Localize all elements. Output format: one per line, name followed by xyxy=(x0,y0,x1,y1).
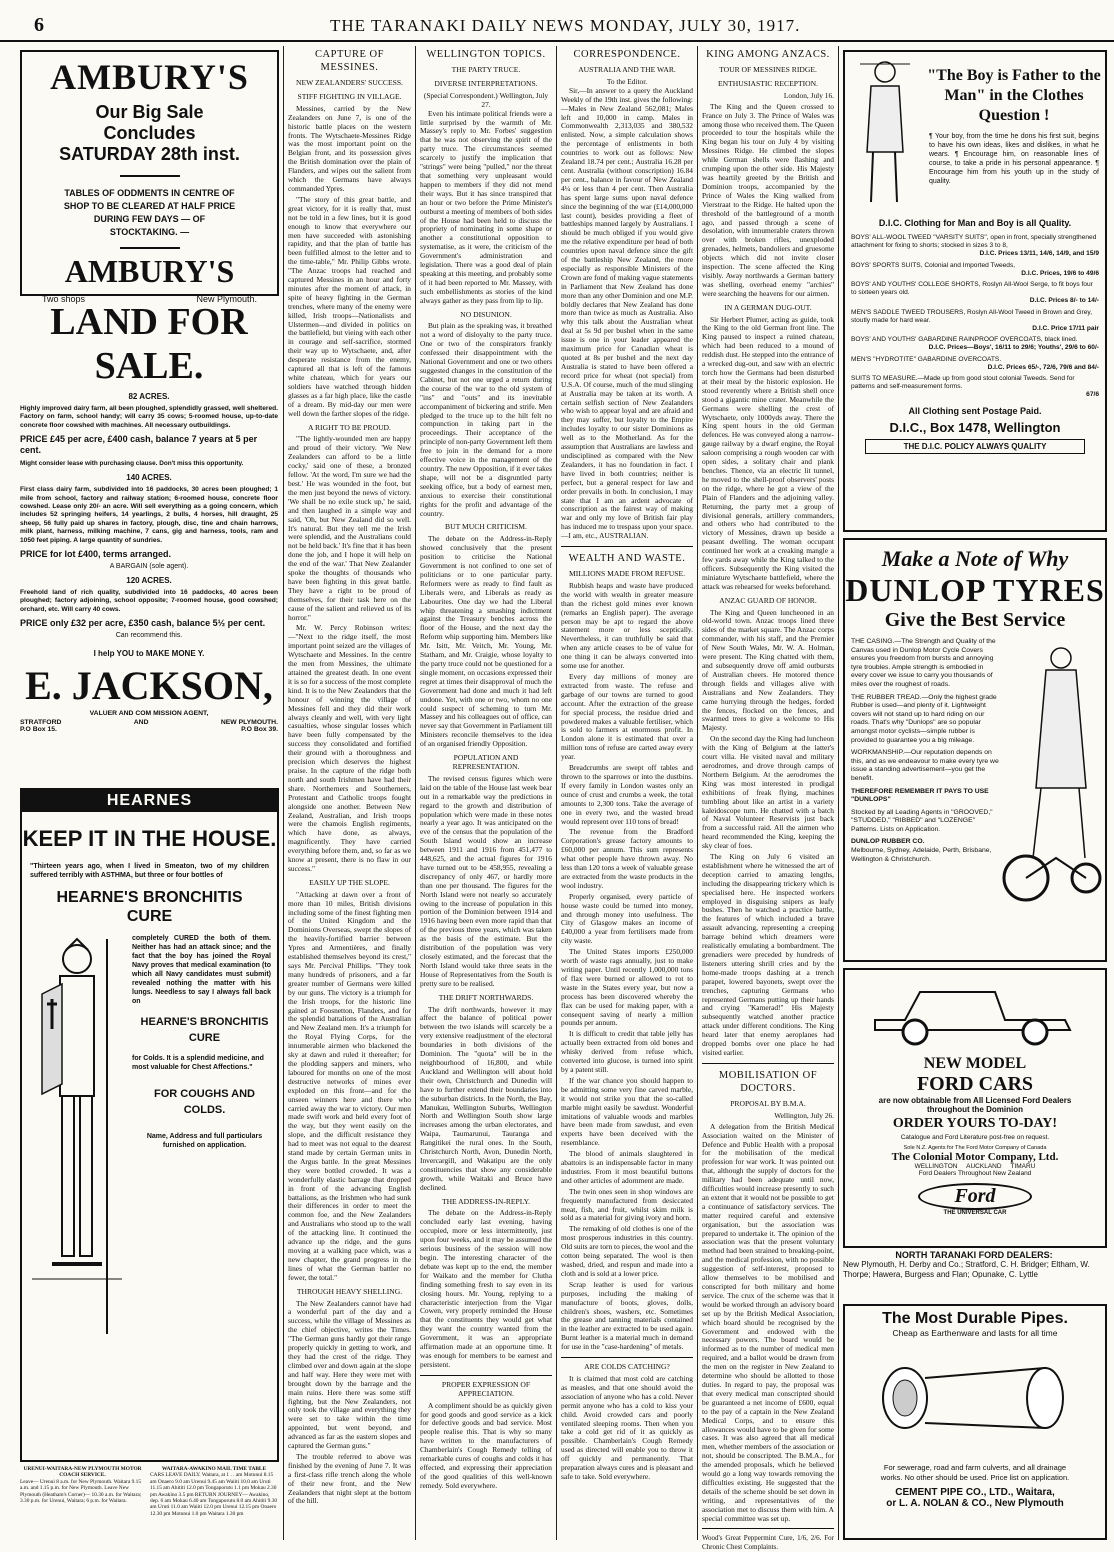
article-paragraph: Messines, carried by the New Zealanders on June 7, is one of the historic battle places on the western fronts. The Wytschaete-Messines Ridge was the most important point on the Belgian front, and its possession gives the British domination over the plain of Flanders, and wipes out the salient from which the Germans have always commanded Ypres. xyxy=(288,103,411,193)
article-paragraph: The debate on the Address-in-Reply showed conclusively that the present position to criticise the National Government is not confined to one set of politicians or to one particular party. Reformers were as ready to find fault as Liberals were, and Liberals as ready as Labourites. One day we had the Liberal whip threatening a smashing indictment against the Treasury benches across the floor of the House, and the next day the Reform whip supporting him. Members like Mr. Isitt, Mr. Veitch, Mr. Young, Mr. Statham, and Mr. Craigie, whose loyalty to the party truce could not be questioned for a single moment, on occasions expressed their regret at times their disapproval of much the Government had done and much it had left undone. Yet, with one or two, whom no one could suspect of scheming to turn Mr. Massey and his colleagues out of office, can never say that Government in Parliament till Ministers reconcile themselves to the idea of an organised friendly Opposition. xyxy=(420,534,552,749)
hearnes-quote: "Thirteen years ago, when I lived in Smeaton, two of my children suffered terribly with ASTHMA, but three or four bottles of xyxy=(30,863,269,879)
section-heading: MOBILISATION OF DOCTORS. xyxy=(718,1069,818,1094)
dic-clothing: All Clothing sent Postage Paid. xyxy=(908,405,1042,416)
section-heading: WEALTH AND WASTE. xyxy=(568,553,686,565)
dic-item-desc: MEN'S "HYDROTITE" GABARDINE OVERCOATS. xyxy=(851,355,1002,363)
divider xyxy=(561,546,693,547)
agent-desc: VALUER AND COM MISSION AGENT, xyxy=(89,710,209,718)
hearnes-for: for Colds. It is a splendid medicine, and most valuable for Chest Affections." xyxy=(132,1055,264,1071)
section-heading: WELLINGTON TOPICS. xyxy=(426,49,546,60)
dic-ad xyxy=(843,50,1107,532)
article-paragraph: Every day millions of money are extracted from waste. The refuse and garbage of our towns are turned to good account. After the extraction of the grease for special process, the residue dried and powdered makes a valuable fertiliser, which is sold to farmers at enormous profit. In London alone it is estimated that over a million tons of refuse are carted away every year. xyxy=(561,672,693,762)
article-paragraph: A compliment should be as quickly given for good goods and good service as a kick for defective goods and bad service. Most people realise this. That is why so many have written to the manufacturers of Chamberlain's Cough Remedy telling of remarkable cures of coughs and colds it has effected, and expressing their appreciation of the good qualities of this well-known remedy. Sold everywhere. xyxy=(420,1400,552,1490)
masthead xyxy=(0,0,1114,42)
dic-item-price: D.I.C. Prices—Boys', 16/11 to 29/6; Youths', 29/6 to 60/- xyxy=(928,344,1099,352)
article-paragraph: Breadcrumbs are swept off tables and thrown to the sparrows or into the dustbins. If every family in London wastes only an ounce of crust and crumbs a week, the total amounts to 2,300 tons. Take the average of one in every two, and the wasted bread would represent over 110 tons of bread! xyxy=(561,763,693,826)
land-price: PRICE for lot £400, terms arranged. xyxy=(20,549,172,560)
subheading: IN A GERMAN DUG-OUT. xyxy=(724,302,812,312)
ford-ad xyxy=(843,968,1107,1248)
cement-pipes-ad xyxy=(843,1304,1107,1540)
hearnes-body: completely CURED the both of them. Neither has had an attack since; and the fact that the boy has joined the Royal Navy proves that medical examination (to which all Navy candidates must submit) revealed nothing the matter with his lungs. Needless to say I always fall back on xyxy=(132,935,271,1005)
article-paragraph: Sir Herbert Plumer, acting as guide, took the King to the old German front line. The King paused to inspect a ruined chateau, which had been reduced to a mound of reddish dust. He stepped into the entrance of a wrecked dug-out, and saw with an electric torch how the Germans had been disturbed at their meal by the historic explosion. He stood reverently where a British shell once stood a gigantic mine crater. Meanwhile the Germans were shelling the crest of Wytschaete, only 1000yds away. There the King spent hours in the old German defences. He was conveyed along a narrow-gauge railway by a dwarf engine, the Royal saloon comprising a rough wooden car with open sides, a solitary chair and plank benches. Thence, via an electric lit tunnel, he moved to the shell-proof observers' posts on the ridge, where he got a view of the Plain of Flanders and the adjoining valley. Returning, the party met a group of divisional generals, artillery commanders, and others who had contributed to the victory of Messines, drawn up beside a peasant dwelling. The woman occupant continued her work at a creaking mangle a few yards away while the King talked to the officers. Subsequently the King visited the miniature Wytschaete battlefield, where the attack was rehearsed for weeks beforehand. xyxy=(702,314,834,591)
article-paragraph: The revenue from the Bradford Corporation's grease factory amounts to £60,000 per annum. This sum represents what other people have thrown away. No less than 120 tons a week of valuable grease are extracted from the waste products in the wool industry. xyxy=(561,827,693,890)
ford-cities: WELLINGTON AUCKLAND TIMARU xyxy=(914,1163,1036,1170)
ford-company: The Colonial Motor Company, Ltd. xyxy=(891,1151,1059,1163)
dic-policy: THE D.I.C. POLICY ALWAYS QUALITY xyxy=(865,439,1085,454)
dic-item xyxy=(851,356,1099,372)
ford-order: ORDER YOURS TO-DAY! xyxy=(892,1116,1058,1131)
article-paragraph: It is difficult to credit that table jelly has actually been extracted from old bones and whisky derived from refuse which, converted into glucose, is turned into spirit by a patent still. xyxy=(561,1029,693,1074)
dunlop-casing: THE CASING.—The Strength and Quality of the Canvas used in Dunlop Motor Cycle Covers ensures you freedom from bursts and annoying tyre troubles. Ample strength is embodied in every cover we issue to carry you thousands of miles over the roughest of roads. xyxy=(851,638,996,688)
dic-item xyxy=(851,336,1099,352)
motorcyclist-illustration xyxy=(1001,638,1101,918)
byline: Wellington, July 26. xyxy=(774,1110,834,1120)
dic-item xyxy=(851,375,1099,400)
dic-item-desc: BOYS' ALL-WOOL TWEED "VARSITY SUITS", open in front, specially strengthened attachment for fixing to shorts; stocked in sizes 3 to 8, xyxy=(851,234,1097,250)
amburys-ad xyxy=(20,50,279,304)
column-king-among-anzacs xyxy=(702,46,834,1552)
amburys-logo: AMBURY'S xyxy=(64,253,235,289)
dic-item-desc: BOYS' AND YOUTHS' COLLEGE SHORTS, Roslyn All-Wool Serge, to fit boys four to sixteen years old. xyxy=(851,281,1093,297)
dic-item xyxy=(851,281,1099,306)
article-paragraph: The King and Queen luncheoned in an old-world town. Anzac troops lined three sides of the market square. The Anzac corps commander, with his staff, and the Premier of New South Wales, Mr. W. A. Holman, were present. The King chatted with them, and subsequently drove off amid outbursts of Australian cheers. He motored thence through fields and villages alive with Australians and New Zealanders. They came hurrying through the hedges, forded the fences, flocked on the fences, and swarmed trees to give a welcome to His Majesty. xyxy=(702,607,834,733)
subheading: THE DRIFT NORTHWARDS. xyxy=(438,992,534,1002)
ford-line1: NEW MODEL xyxy=(923,1055,1027,1072)
dic-item xyxy=(851,234,1099,259)
subheading: THE PARTY TRUCE. xyxy=(451,65,521,74)
hearnes-product2: HEARNE'S BRONCHITIS CURE xyxy=(140,1016,269,1044)
column-wellington-topics xyxy=(420,46,552,1540)
article-paragraph: The debate on the Address-in-Reply concluded early last evening, having occupied, more or less intermittently, just upon four weeks, and it may be assumed the serious business of the session will now begin. The interesting character of the debate was kept up to the end, the member for Waikato and the member for Clutha finding something fresh to say even in its closing hours. Mr. Young, replying to a characteristic interjection from the Vigar Cowen, very properly reminded the House that the constituents they would get what they want the country wanted from the Government, it was an appropriate affirmation made at an opportune time. It was enough for members to be earnest and persistent. xyxy=(420,1208,552,1369)
subheading: ARE COLDS CATCHING? xyxy=(584,1362,670,1372)
ford-line2: FORD CARS xyxy=(916,1073,1034,1095)
ford-logo: Ford xyxy=(918,1183,1032,1210)
pipes-company2: or L. A. NOLAN & CO., New Plymouth xyxy=(886,1498,1064,1509)
pipes-sub: Cheap as Earthenware and lasts for all time xyxy=(892,1328,1058,1338)
dunlop-line2: Give the Best Service xyxy=(884,609,1066,631)
dunlop-ad xyxy=(843,538,1107,962)
article-paragraph: Properly organised, every particle of house waste could be turned into money, and through money into usefulness. The City of Glasgow makes an income of £40,000 a year from fertilisers made from city waste. xyxy=(561,891,693,946)
amburys-logo: AMBURY'S xyxy=(50,57,249,97)
boy-illustration xyxy=(845,52,923,212)
timetable-title: URENUI-WAITARA-NEW PLYMOUTH MOTOR COACH SERVICE. xyxy=(23,1466,142,1479)
dic-item-price: D.I.C. Price 17/11 pair xyxy=(1032,325,1099,333)
dunlop-line1: Make a Note of Why xyxy=(881,546,1069,571)
subheading: THROUGH HEAVY SHELLING. xyxy=(296,1286,403,1296)
ford-car-illustration xyxy=(845,970,1101,1050)
subheading: NO DISUNION. xyxy=(460,309,512,319)
column-capture-of-messines xyxy=(288,46,411,1540)
pipes-company1: CEMENT PIPE CO., LTD., Waitara, xyxy=(895,1487,1055,1498)
section-heading: CORRESPONDENCE. xyxy=(573,49,681,60)
article-paragraph: "Attacking at dawn over a front of more than 10 miles, British divisions including some of the finest fighting men of the United Kingdom and the Dominions Overseas, swept the slopes of the heavily-fortified barrier between Ypres and Armentières, and finally established themselves beyond its crest," says Mr. Percival Phillips. "They took many hundreds of prisoners, and a far greater number of Germans were killed by our guns. The victory is a triumph for the Irish troops, for the historic line gained at Foosnetton, Flanders, and for the splendid battalions of the Australian and New Zealand men. It's a triumph for the Royal Flying Corps, for the innumerable airmen who blackened the sky at dawn and ruled it thereafter; for the plodding sappers and miners, who laboured for months on one of the most destructive networks of mines ever exploded on this front—and for the unseen winners here and there who carried away the war to victory. Our men made swift work and held every foot of the way, but they went easily on the slope, and the difficult resistance they had to meet was not equal to the dearest stand made by certain German units in the Argus battle. In the great Messines they were bottled crowded. It was a wonderfully elastic barrage that dropped in front of the advancing English battalions, as the Irishmen who had sunk their differences in order to meet the common foe, and the New Zealanders and Australians who stood up to the wall of the attacking line. It continued the advance up the ridge, and the guns moving at a walking pace which, was a new chapter, the grand progress in the lines of what the German battler no fewer, the total." xyxy=(288,889,411,1282)
dic-item-price: D.I.C. Prices 8/- to 14/- xyxy=(1029,297,1099,305)
acres-heading: 120 ACRES. xyxy=(126,576,172,586)
dic-item xyxy=(851,262,1099,278)
dunlop-cities: Melbourne, Sydney, Adelaide, Perth, Brisbane, Wellington & Christchurch. xyxy=(851,847,992,863)
town-label: New Plymouth. xyxy=(196,294,257,304)
dealers-title: NORTH TARANAKI FORD DEALERS: xyxy=(895,1250,1053,1260)
ad-tables-text: TABLES OF ODDMENTS IN CENTRE OF SHOP TO BE CLEARED AT HALF PRICE DURING FEW DAYS — OF STOCKTAKING. — xyxy=(63,188,236,237)
subheading: STIFF FIGHTING IN VILLAGE. xyxy=(297,91,402,101)
article-paragraph: Sir,—In answer to a query the Auckland Weekly of the 19th inst. gives the following:—Males in New Zealand 562,081; Males left and 10,000 in camp. Males in Commonwealth 2,313,035 and 380,532 enlisted. Now, a simple calculation shows the percentage of enlistments in both countries to work out as follows: New Zealand 18.74 per cent.; Australia 16.28 per cent. Australia (without conscription) 16.84 per cent., balance in favour of New Zealand 4¼ or less than 4 per cent. Then Australia has spent large sums upon naval defence since the beginning of the war (£14,000,000 last count), besides providing a fleet of battleships manned largely by Australians. I should be much obliged if you would give me the relative expenditure per head of both countries upon naval defence since the gift of the battleship New Zealand, the more especially as responsible Ministers of the Crown are fond of making vague statements in Parliament that New Zealand has done more than any other Dominion and one M.P. boldly declares that New Zealand has done more than twice as much as Australia. Also why this talk about the Australian wheat deal at 5s 9d per bushel when in the same issue is one in your leader appeared the maximum price for Canadian wheat is quoted at 8s per bushel and the next day Australia is stated to have been offered a record price for wheat (not special) from U.S.A. Of course, much of the mud slinging at Australia may be taken at its worth. A certain selfish section of New Zealanders who wish to appear loyal and are afraid and they may suffer, but loyalty to the Empire includes loyalty to our sister Dominions as well as to the Motherland. As for the assumption that Australians are lawless and undisciplined as compared with the New Zealanders, it has no foundation in fact. I have lived in both countries; neither is perfect, but a general respect for law and order prevails in both. In conclusion, I may state that I am an ardent advocate of conscription as the fairest way of making war and only my love of British fair play has induced me to trespass upon your space.—I am, etc., AUSTRALIAN. xyxy=(561,85,693,541)
byline: London, July 16. xyxy=(783,90,834,100)
article-paragraph: The trouble referred to above was finished by the evening of June 7. It was a first-class rifle trench along the whole of their new front, and the New Zealanders that night slept at the bottom of the hill. xyxy=(288,1451,411,1506)
divider xyxy=(702,1063,834,1064)
article-paragraph: Rubbish heaps and waste have produced the world with wealth in greater measure than the richest gold mines ever known (remarks an English paper). The average person may be apt to regard the above statement more or less sceptically. Nevertheless, it can truthfully be said that when any article ceases to be of value for one thing it can be always converted into some use for another. xyxy=(561,580,693,671)
column-rule xyxy=(283,46,284,1540)
town-stratford: STRATFORD xyxy=(20,719,62,727)
dunlop-workmanship: WORKMANSHIP.—Our reputation depends on this, and as we endeavour to make every tyre we issue a standing advertisement—you get the benefit. xyxy=(851,749,999,782)
town-newplymouth: NEW PLYMOUTH. xyxy=(220,719,278,727)
page-number: 6 xyxy=(34,14,44,36)
dic-item-list xyxy=(845,234,1105,400)
article-paragraph: "The story of this great battle, and great victory, for it is really that, must not be told in a few lines, but it is good enough to know that everywhere our men have succeeded with astonishing rapidity, and that the plan of battle has been fulfilled almost to the letter and to the time-table," Mr. Philip Gibbs wrote. "The Anzac troops had reached and captured Messines in an hour and forty minutes after the moment of attack, in spite of heavy fighting in the German trenches, where many of the enemy were killed, Irish troops—Nationalists and Ulstermen—and divided in politics on the battlefield, but vieing with each other in courage and self-sacrifice, stormed their way up to Wytschaete, and, after desperate resistance from the enemy, captured all that is left of the famous white chateau, which for years our soldiers have watched through hidden glasses as a far high place, like the castle of a dream. By mid-day our men were well down the farther slopes of the ridge. xyxy=(288,194,411,418)
ford-universal: THE UNIVERSAL CAR xyxy=(943,1210,1007,1216)
dic-item-desc: BOYS' AND YOUTHS' GABARDINE RAINPROOF OVERCOATS, black lined. xyxy=(851,336,1078,344)
town-and: AND xyxy=(133,719,149,727)
knight-illustration xyxy=(22,934,132,1374)
article-paragraph: It is claimed that most cold are catching as measles, and that one should avoid the association of anyone who has a cold. Never permit anyone who has a cold to kiss your child. Avoid crowded cars and poorly ventilated sleeping rooms. Then when you take a cold get rid of it as quickly as possible. Chamberlain's Cough Remedy used as directed will enable you to throw it off quickly and permanently. That preparation always cures and is pleasant and safe to take. Sold everywhere. xyxy=(561,1373,693,1481)
subheading: POPULATION AND REPRESENTATION. xyxy=(452,753,520,771)
subheading: A RIGHT TO BE PROUD. xyxy=(308,422,391,432)
subheading: TOUR OF MESSINES RIDGE. xyxy=(719,65,817,74)
ad-line: Our Big Sale xyxy=(95,102,204,122)
subheading: ANZAC GUARD OF HONOR. xyxy=(719,595,817,605)
peppermint-ad: Wood's Great Peppermint Cure, 1/6, 2/6. For Chronic Chest Complaints. xyxy=(702,1534,834,1552)
po-box: P.O Box 39. xyxy=(241,726,278,734)
agent-boxes xyxy=(20,726,278,733)
dunlop-company: DUNLOP RUBBER CO. xyxy=(851,838,925,846)
subheading: DIVERSE INTERPRETATIONS. xyxy=(434,78,538,88)
dic-item-price: 67/6 xyxy=(1086,391,1099,399)
article-paragraph: The blood of animals slaughtered in abattoirs is an indispensable factor in many industries. From it most beautiful buttons and other articles of adornment are made. xyxy=(561,1149,693,1185)
dunlop-tread: THE RUBBER TREAD.—Only the highest grade Rubber is used—and plenty of it. Lightweight covers will not stand up to hard riding on our roads. That's why "Dunlops" are so popular amongst motor cyclists—simple rubber is provided to guarantee you a big mileage. xyxy=(851,693,997,744)
land-recommend: Can recommend this. xyxy=(115,632,183,640)
divider xyxy=(561,1357,693,1358)
subheading: THE ADDRESS-IN-REPLY. xyxy=(441,1196,531,1206)
byline: (Special Correspondent.) Wellington, July 27. xyxy=(423,90,549,109)
motor-coach-timetable xyxy=(20,1466,145,1540)
pipes-text: For sewerage, road and farm culverts, and all drainage works. No other should be used. Price list on application. xyxy=(880,1463,1070,1482)
hearnes-logo: HEARNES xyxy=(22,790,277,812)
ad-divider xyxy=(120,247,180,249)
ford-literature: Catalogue and Ford Literature post-free on request. xyxy=(900,1134,1050,1141)
land-text: First class dairy farm, subdivided into 16 paddocks, 30 acres been ploughed; 1 mile from school, factory and railway station; 6-roomed house, concrete floor cowshed. Lease only 20/- an acre. Will sell everything as a going concern, which includes 52 springing heifers, 14 yearlings, 2 bulls, 4 horses, hill draught, 25 sheep, 56 fully paid up shares in factory, plough, disc, tine and chain harrows, milk plant, harness, milking machine, 7 cans, gig and harness, tools, ram and 1050 feet piping. A large quantity of sundries. xyxy=(20,486,278,544)
article-paragraph: A delegation from the British Medical Association waited on the Minister of Defence and Public Health with a proposal for the mobilisation of the medical profession for war work. It was pointed out that, although the supply of doctors for the military had been adequate until now, difficulties would increase presently to such an extent that it would not be possible to get a continuance of satisfactory services. The matter required careful and extensive organisation, but the association was prepared to undertake it. The opinion of the association was that the present voluntary method had been strained to breaking-point, and the medical profession, with no possible suggestion of self-interest, proposed to allow themselves to be mobilised and conscripted for both military and home service. The crux of the scheme was that it would be worked through an advisory board set up by the British Medical Association, which board should be recognised by the Government and endowed with the necessary powers. The board would be informed as to the number of medical men required, and a ballot would be drawn from the men on the register in New Zealand to determine who should be allotted to those duties. In regard to pay, the proposal was that every medical man conscripted should be guaranteed a net income of £600, equal to the pay of a captain in the New Zealand Medical Corps, and to ensure this allowances would have to be given for some cases. It was also agreed that all medical men, whether members of the association or not, should be conscripted. The B.M.A., for the amended proposals, which he believed would go a long way towards removing the difficulties existing. He suggested that the details of the scheme should be set down in writing, and representatives of the association met to discuss them with him. A special committee was set up. xyxy=(702,1121,834,1523)
column-rule xyxy=(415,46,416,1540)
ford-line3: are now obtainable from All Licensed Ford Dealers throughout the Dominion xyxy=(878,1096,1072,1114)
article-paragraph: The remaking of old clothes is one of the most prosperous industries in this country. Old suits are torn to pieces, the wool and the cotton being separated. The wool is then washed, dried, and respun and made into a cloth and is sold at a lower price. xyxy=(561,1224,693,1278)
section-heading: KING AMONG ANZACS. xyxy=(706,49,830,60)
land-note: Might consider lease with purchasing clause. Don't miss this opportunity. xyxy=(20,460,244,468)
hearnes-ad xyxy=(20,788,279,1462)
ad-line: SATURDAY 28th inst. xyxy=(59,144,240,164)
subheading: ENTHUSIASTIC RECEPTION. xyxy=(718,78,818,88)
dic-item-price: D.I.C. Prices 65/-, 72/6, 79/6 and 84/- xyxy=(987,363,1099,371)
taranaki-dealers xyxy=(843,1250,1105,1298)
acres-heading: 82 ACRES. xyxy=(128,392,170,401)
article-paragraph: But plain as the speaking was, it breathed not a word of disloyalty to the party truce. One or two of the conspirators frankly confessed their disappointment with the National Government and one or two others suggested changes in the constitution of the Cabinet, but not one urged a return during the course of the war to the old system of "ins" and "outs" and its inevitable accompaniment of bickering and strife. Men pledged to the truce up to the hilt felt no compunction in taking part in the proceedings. Their acceptance of the principle of non-party Government left them free to join in the demand for a more effective voice in the management of the country. The new Opposition, if it ever takes shape, will not be a disgruntled party seeking office, but a body of earnest men, anxious to exercise their constitutional rights for the profit and advantage of the country. xyxy=(420,321,552,518)
article-paragraph: Mr. W. Percy Robinson writes:—"Next to the ridge itself, the most important point seized are the villages of Wytschaete and Messines. In the centre the men from Messines, the ultimate attained the greatest death. In one event it is so for a success of the most complete kind. It is to the New Zealanders that the honour of winning the village of Messines fell and they did their work always cleanly and well, with very light casualties, whose singular losses which have been fully compensated by the success they consolidated and fortified their ground with a thoroughness and precision which deserves the highest praise. In the capture of the ridge both north and south Irishmen have had their share. Northerners and Southerners, Protestant and Catholic troops fought alongside one another. Between New Zealand, Australian, and Irish troops were the chamois English regiments, which have done, as always, magnificently. They have carried everything before them, and, so far as we know at present, there is no flaw in our success." xyxy=(288,623,411,873)
article-paragraph: Even his intimate political friends were a little surprised by the warmth of Mr. Massey's reply to Mr. Forbes' suggestion that he was not observing the spirit of the party truce. The circumstances seemed scarcely to justify the implication that "strings" were being "pulled," nor the threat that something very unpleasant would happen to members if they did not mend their ways. But it has since transpired that an hour or two before the Prime Minister's outburst a meeting of members of both sides of the House had been held to discuss the propriety of nominating in some shape or another a constitutional opposition to systematise, as it were, the criticism of the Government's administration and legislation. There was a good deal of plain speaking at this meeting, and probably some of it had been reported to Mr. Massey, with such embellishments as stories of the kind always gather as they pass from lip to lip. xyxy=(420,108,552,305)
subheading: EASILY UP THE SLOPE. xyxy=(309,877,390,887)
to-editor: To the Editor. xyxy=(606,76,648,86)
article-paragraph: The King on July 6 visited an establishment where he witnessed the art of deception carried to amazing lengths, including the disappearing trickery which is specialised here. He inspected workers employed in disguising snipers as leafy bushes. Then he watched a practice battle, the features of which included a brave assault advancing, representing a creeping barrage behind which dreamers were realistically emulating a bombardment. The grenadiers were preceded by hundreds of listeners uttering shrill cries and by the home-made troops dashing at a trench parapet, lowered bayonets, swept over the trenches, capturing Germans who represented Germans putting up their hands and crying "Kamerad!" His Majesty subsequently watched another practice attack under different conditions. The King heard later that enemy aeroplanes had dropped bombs over one place he had visited earlier. xyxy=(702,852,834,1057)
subheading: AUSTRALIA AND THE WAR. xyxy=(578,65,676,74)
dic-item-desc: SUITS TO MEASURE.—Made up from good stout colonial Tweeds. Send for patterns and self-measurement forms. xyxy=(851,375,1075,391)
newspaper-title: THE TARANAKI DAILY NEWS MONDAY, JULY 30, 1917. xyxy=(330,16,801,35)
timetable-title: WAITARA-AWAKINO MAIL TIME TABLE xyxy=(161,1466,267,1472)
land-text: Freehold land of rich quality, subdivided into 16 paddocks, 40 acres been ploughed; factory adjoining, school opposite; 7-roomed house, good cowshed; orchard, etc. Will carry 40 cows. xyxy=(20,589,278,613)
subheading: PROPER EXPRESSION OF APPRECIATION. xyxy=(441,1379,531,1398)
dic-box: D.I.C., Box 1478, Wellington xyxy=(889,419,1061,435)
timetable-body: CARS LEAVE DAILY. Waitara, at 1 . . am Motunui 8.15 am Onaero 9.0 am Urenui 9.45 am Waiiti 10.0 am Uruti 11.15 am Ahititi 12.0 pm Tongaporutu 1.1 pm Mokau 2.30 pm Awakino 3.5 pm RETURN JOURNEY— Awakino, dep. 6 am Mokau 6.40 am Tongaporutu 8.0 am Ahititi 9.30 am Uruti 11.0 am Waiiti 12.0 pm Urenui 12.15 pm Onaero 12.30 pm Motunui 1.0 pm Waitara 1.30 pm xyxy=(150,1472,278,1517)
acres-heading: 140 ACRES. xyxy=(126,473,172,483)
divider xyxy=(420,1375,552,1376)
divider xyxy=(702,1528,834,1529)
section-heading: CAPTURE OF MESSINES. xyxy=(315,49,384,73)
dunlop-remember: THEREFORE REMEMBER IT PAYS TO USE "DUNLOPS" xyxy=(851,787,989,804)
article-paragraph: Scrap leather is used for various purposes, including the making of manufacture of boots, gloves, dolls, children's shoes, washers, etc. Sometimes the grease and tanning materials contained in the leather are extracted to be used again. Burnt leather is a material much in demand for use in the "case-hardening" of metals. xyxy=(561,1279,693,1352)
dic-item-price: D.I.C. Prices 13/11, 14/6, 14/9, and 15/9 xyxy=(979,250,1099,258)
article-paragraph: The drift northwards, however it may affect the balance of political power between the two islands will scarcely be a very extensive readjustment of the electoral boundaries in both divisions of the Dominion. The "quota" will be in the neighbourhood of 16,800, and while Auckland and Wellington will about hold their own, Christchurch and Dunedin will have to further extend their boundaries into the suburban districts. In the North, the Bay, Manukau, Wellington Suburbs, Wellington North and Wellington South show large increases among the urban electorates, and Waipa, Taumarunui, Tauranga and Rangitikei the rural ones. In the South, Christchurch North, Avon, Dunedin North, Invercargill, and Wakatipu are the only constituencies that show any considerable growth, while Waitaki and Bruce have declined. xyxy=(420,1004,552,1192)
ford-agents: Sole N.Z. Agents for The Ford Motor Company of Canada xyxy=(903,1145,1047,1151)
dic-item-price: D.I.C. Prices, 19/6 to 49/6 xyxy=(1021,269,1099,277)
article-paragraph: The New Zealanders cannot have had a wonderful part of the day and a success, while the village of Messines as the chief objective, writes the Times. "The German guns hardly got their range properly quickly in getting to work, and they had the crest of the ridge. They climbed over and down again at the slope and half way. Here they were met with brought down by the barrage and the main ruins. Here there was some stiff fighting, but the New Zealanders, not only took the village and everything they were set to take within the time appointed, but went beyond, and advanced as far as the eastern slopes and captured the German guns." xyxy=(288,1298,411,1451)
mail-timetable xyxy=(150,1466,278,1540)
po-box: P.O Box 15. xyxy=(20,726,57,734)
land-bargain: A BARGAIN (sole agent). xyxy=(109,563,189,571)
dic-intro: ¶ Your boy, from the time he dons his first suit, begins to have his own ideas, likes and dislikes, in what he wears. ¶ Encourage him, on reasonable lines of course, to take a pride in his personal appearance. ¶ Encourage him from his youth up in the study of quality. xyxy=(929,133,1099,185)
ford-dealers: Ford Dealers Throughout New Zealand xyxy=(918,1170,1032,1177)
column-rule xyxy=(556,46,557,1540)
article-paragraph: The United States imports £250,000 worth of waste rags annually, just to make writing paper. Until recently 1,000,000 tons of flax were burned or allowed to rot to waste in the States every year, but now a process has been discovered whereby the flax can be used for making paper, with a consequent saving of nearly a million pounds per annum. xyxy=(561,947,693,1028)
column-rule xyxy=(838,46,839,1540)
article-paragraph: The King and the Queen crossed to France on July 3. The Prince of Wales was among those who received them. The Queen proceeded to tour the hospitals while the King began his tour on July 4 by visiting Messines Ridge. He climbed the slopes while German shells were flashing and crumping upon the other side. His Majesty was heartily greeted by the British and Dominion troops, accompanied by the Prince of Wales the King walked from Vierstraat to the Ridge. He halted upon the threshold of the battleground of a month ago, and passed through a scene of desolation, with innumerable craters thrown over with broken rifles, unexploded grenades, helmets, bandoliers and gruesome objects which did not invite closer inspection. The scene affected the King visibly. Away northwards a German battery was shelling, overhead enemy "archies" were searching the heavens for our airmen. xyxy=(702,101,834,298)
pipes-title: The Most Durable Pipes. xyxy=(882,1310,1068,1327)
shops-label: Two shops xyxy=(42,294,86,304)
article-paragraph: On the second day the King had luncheon with the King of Belgium at the latter's court villa. He visited naval and military aerodromes, and drove through camps of Northern Belgium. At the aerodromes the King was most interested in prodigal exhibitions of freak flying, machines tumbling about like an artist in a variety kaleidoscope turn. He chatted with a batch of Naval Volunteer Reservists just back from a successful raid. All the airmen who heard recommended the King, keeping the sky clear of foes. xyxy=(702,734,834,851)
dic-item xyxy=(851,309,1099,334)
hearnes-name-addr: Name, Address and full particulars furnished on application. xyxy=(146,1133,263,1149)
hearnes-title: KEEP IT IN THE HOUSE. xyxy=(22,826,277,851)
agent-name: E. JACKSON, xyxy=(25,663,273,709)
timetable-body: Leave— Urenui 8 a.m. for New Plymouth. Waitara 9.15 a.m. and 1.15 p.m. for New Plymouth. Leave New Plymouth (Heatham's Corner)— 10.30 a.m. for Waitara; 3.30 p.m. for Urenui, Waitara; 6 p.m. for Waitara. xyxy=(20,1478,142,1505)
article-paragraph: The revised census figures which were laid on the table of the House last week bear out in a remarkable way the predictions in regard to the growth and distribution of population which were made in these notes nearly a year ago. It was anticipated on the eve of the census that the population of the South Island would show an increase between 1911 and 1916 from 451,477 to 448,625, and the actual figures for 1916 have turned out to be 458,955, revealing a discrepancy of only 467, or hardly more than one per thousand. The figures for the North Island were not nearly so accurately owing to the increase of population in this portion of the Dominion between 1914 and 1916 having been even more rapid than that of the previous three years, which was taken as the basis of the estimate. But the distribution of the population was very closely estimated, and the forecast that the North Island would take three seats in the House of Representatives from the South is pretty sure to be realised. xyxy=(420,773,552,988)
land-title: LAND FOR SALE. xyxy=(50,301,248,387)
column-rule xyxy=(697,46,698,1540)
land-for-sale-ad xyxy=(20,300,278,778)
ad-divider xyxy=(120,175,180,177)
article-paragraph: "The lightly-wounded men are happy and proud of their victory. 'We New Zealanders can afford to be a little cocky,' said one of these, a bronzed fellow. 'At the word, I'm sure we had the best.' He was wounded in the foot, but the men just beyond the news of victory. 'We shall be no exile stuck up,' he said, and then laughed in a simple way and said, 'Oh, but New Zealand did so well. It's natural. But they tell me the Irish were splendid, and the Australians could not be held back.' It's fine that it has been done the job, and I hope it will help on the end of the war.' That New Zealander spoke the thoughts of thousands who have been fighting in this great battle. They have a right to be proud of themselves, for their task here on the cause of the salient and relieved us of its horror." xyxy=(288,434,411,622)
hearnes-coughs: FOR COUGHS AND COLDS. xyxy=(153,1088,256,1116)
subheading: MILLIONS MADE FROM REFUSE. xyxy=(568,569,686,579)
dic-item-desc: MEN'S SADDLE TWEED TROUSERS, Roslyn All-Wool Tweed in Brown and Grey, stoutly made for hard wear. xyxy=(851,308,1093,324)
dic-headline: "The Boy is Father to the Man" in the Clothes Question ! xyxy=(927,67,1101,124)
article-paragraph: The twin ones seen in shop windows are frequently manufactured from desiccated meat, fish, and fruit, whilst skim milk is sold as a material for giving ivory and horn. xyxy=(561,1186,693,1223)
article-paragraph: If the war chance you should happen to be admitting some very fine carved marble, it would not strike you that the so-called marble might easily be sawdust. Wonderful imitations of valuable woods and marbles have been made from sawdust, and even experts have been deceived with the resemblance. xyxy=(561,1075,693,1148)
dic-heading: D.I.C. Clothing for Man and Boy is all Quality. xyxy=(878,218,1072,228)
subheading: PROPOSAL BY B.M.A. xyxy=(730,1098,806,1108)
ad-line: Concludes xyxy=(103,123,196,143)
dunlop-brand: DUNLOP TYRES xyxy=(845,572,1105,608)
agent-towns xyxy=(20,719,278,726)
subheading: BUT MUCH CRITICISM. xyxy=(445,522,527,532)
subheading: NEW ZEALANDERS' SUCCESS. xyxy=(296,78,403,87)
dunlop-stocked: Stocked by all Leading Agents in "GROOVED," "STUDDED," "RIBBED" and "LOZENGE" Patterns. Lists on Application. xyxy=(851,808,993,833)
hearnes-product: HEARNE'S BRONCHITIS CURE xyxy=(56,889,243,925)
dic-item-desc: BOYS' SPORTS SUITS, Colonial and Imported Tweeds, xyxy=(851,261,1016,269)
land-help: I help YOU to MAKE MONE Y. xyxy=(93,649,205,659)
pipes-illustration xyxy=(845,1338,1101,1458)
land-text: Highly improved dairy farm, all been ploughed, splendidly grassed, well sheltered. Factory on farm, school handy; will carry 35 cows; 5-roomed house, up-to-date concrete floor cowshed with machines. All necessary outbuildings. xyxy=(20,405,278,429)
land-price: PRICE £45 per acre, £400 cash, balance 7 years at 5 per cent. xyxy=(20,434,258,456)
dealers-text: New Plymouth, H. Derby and Co.; Stratford, C. H. Bridger; Eltham, W. Thorpe; Hawera, Burgess and Flan; Opunake, C. Lyttle xyxy=(843,1260,1090,1279)
column-correspondence xyxy=(561,46,693,1540)
land-price: PRICE only £32 per acre, £350 cash, balance 5½ per cent. xyxy=(20,618,266,629)
